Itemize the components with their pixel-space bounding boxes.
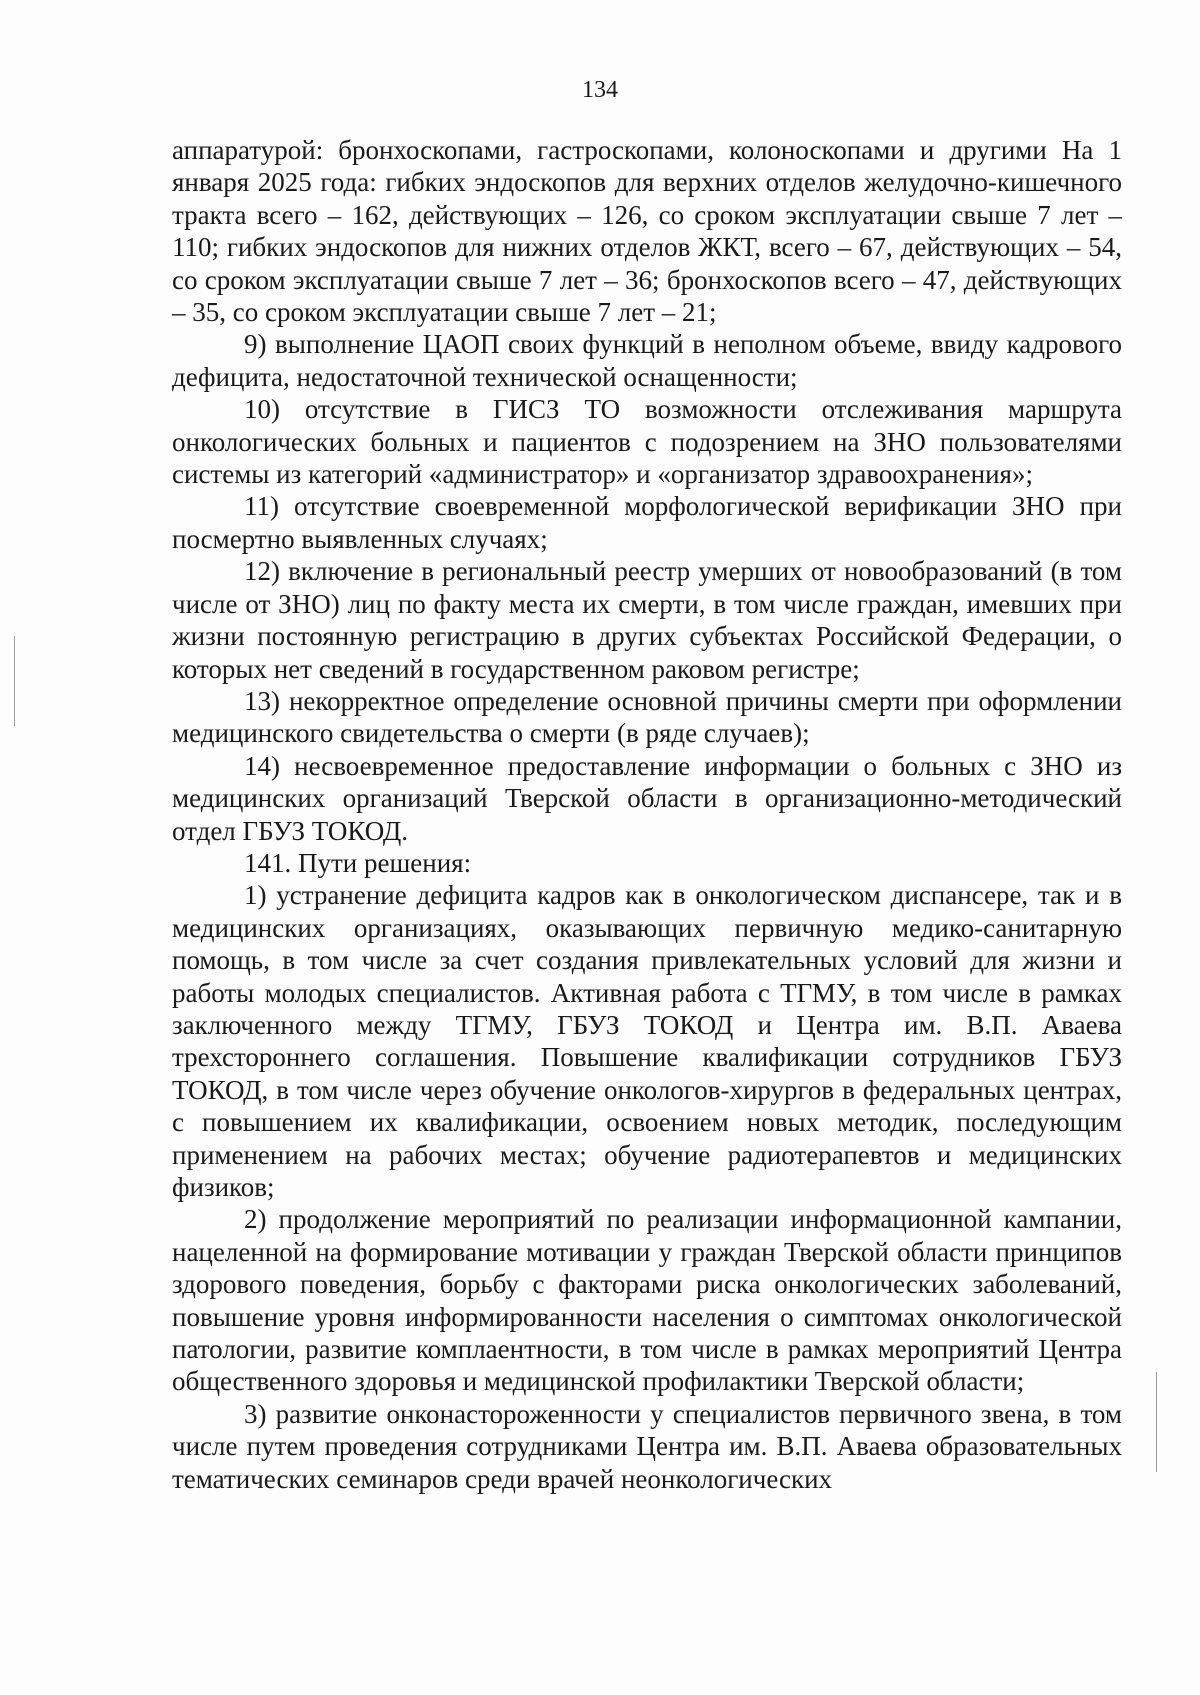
solution-item-3: 3) развитие онконастороженности у специалистов первичного звена, в том числе путем проведения сотрудниками Центра им. В.П. Аваева образовательных тематических семинаров среди врачей неонкологических	[172, 1398, 1122, 1494]
solution-item-1: 1) устранение дефицита кадров как в онкологическом диспансере, так и в медицинских организациях, оказывающих первичную медико-санитарную помощь, в том числе за счет создания привлекательных условий для жизни и работы молодых специалистов. Активная работа с ТГМУ, в том числе в рамках заключенного между ТГМУ, ГБУЗ ТОКОД и Центра им. В.П. Аваева трехстороннего соглашения. Повышение квалификации сотрудников ГБУЗ ТОКОД, в том числе через обучение онкологов-хирургов в федеральных центрах, с повышением их квалификации, освоением новых методик, последующим применением на рабочих местах; обучение радиотерапевтов и медицинских физиков;	[172, 880, 1122, 1202]
section-heading-141: 141. Пути решения:	[244, 847, 472, 878]
scan-mark-right	[1156, 1372, 1157, 1472]
scan-mark-left	[14, 636, 15, 726]
paragraph-continuation: аппаратурой: бронхоскопами, гастроскопами, колоноскопами и другими На 1 января 2025 года: гибких эндоскопов для верхних отделов желудочно-кишечного тракта всего – 162, действующих – 126, со сроком эксплуатации свыше 7 лет – 110; гибких эндоскопов для нижних отделов ЖКТ, всего – 67, действующих – 54, со сроком эксплуатации свыше 7 лет – 36; бронхоскопов всего – 47, действующих – 35, со сроком эксплуатации свыше 7 лет – 21;	[172, 135, 1122, 328]
solution-item-2: 2) продолжение мероприятий по реализации информационной кампании, нацеленной на формирование мотивации у граждан Тверской области принципов здорового поведения, борьбу с факторами риска онкологических заболеваний, повышение уровня информированности населения о симптомах онкологической патологии, развитие комплаентности, в том числе в рамках мероприятий Центра общественного здоровья и медицинской профилактики Тверской области;	[172, 1204, 1122, 1397]
paragraph-item-9: 9) выполнение ЦАОП своих функций в неполном объеме, ввиду кадрового дефицита, недостаточной технической оснащенности;	[172, 329, 1122, 392]
paragraph-item-10: 10) отсутствие в ГИСЗ ТО возможности отслеживания маршрута онкологических больных и пациентов с подозрением на ЗНО пользователями системы из категорий «администратор» и «организатор здравоохранения»;	[172, 394, 1122, 490]
paragraph-item-11: 11) отсутствие своевременной морфологической верификации ЗНО при посмертно выявленных случаях;	[172, 491, 1122, 554]
paragraph-item-14: 14) несвоевременное предоставление информации о больных с ЗНО из медицинских организаций Тверской области в организационно-методический отдел ГБУЗ ТОКОД.	[172, 750, 1122, 846]
paragraph-item-13: 13) некорректное определение основной причины смерти при оформлении медицинского свидетельства о смерти (в ряде случаев);	[172, 685, 1122, 749]
paragraph-item-12: 12) включение в региональный реестр умерших от новообразований (в том числе от ЗНО) лиц по факту места их смерти, в том числе граждан, имевших при жизни постоянную регистрацию в других субъектах Российской Федерации, о которых нет сведений в государственном раковом регистре;	[172, 556, 1122, 684]
document-body	[172, 134, 1122, 1495]
page-number: 134	[582, 77, 618, 103]
